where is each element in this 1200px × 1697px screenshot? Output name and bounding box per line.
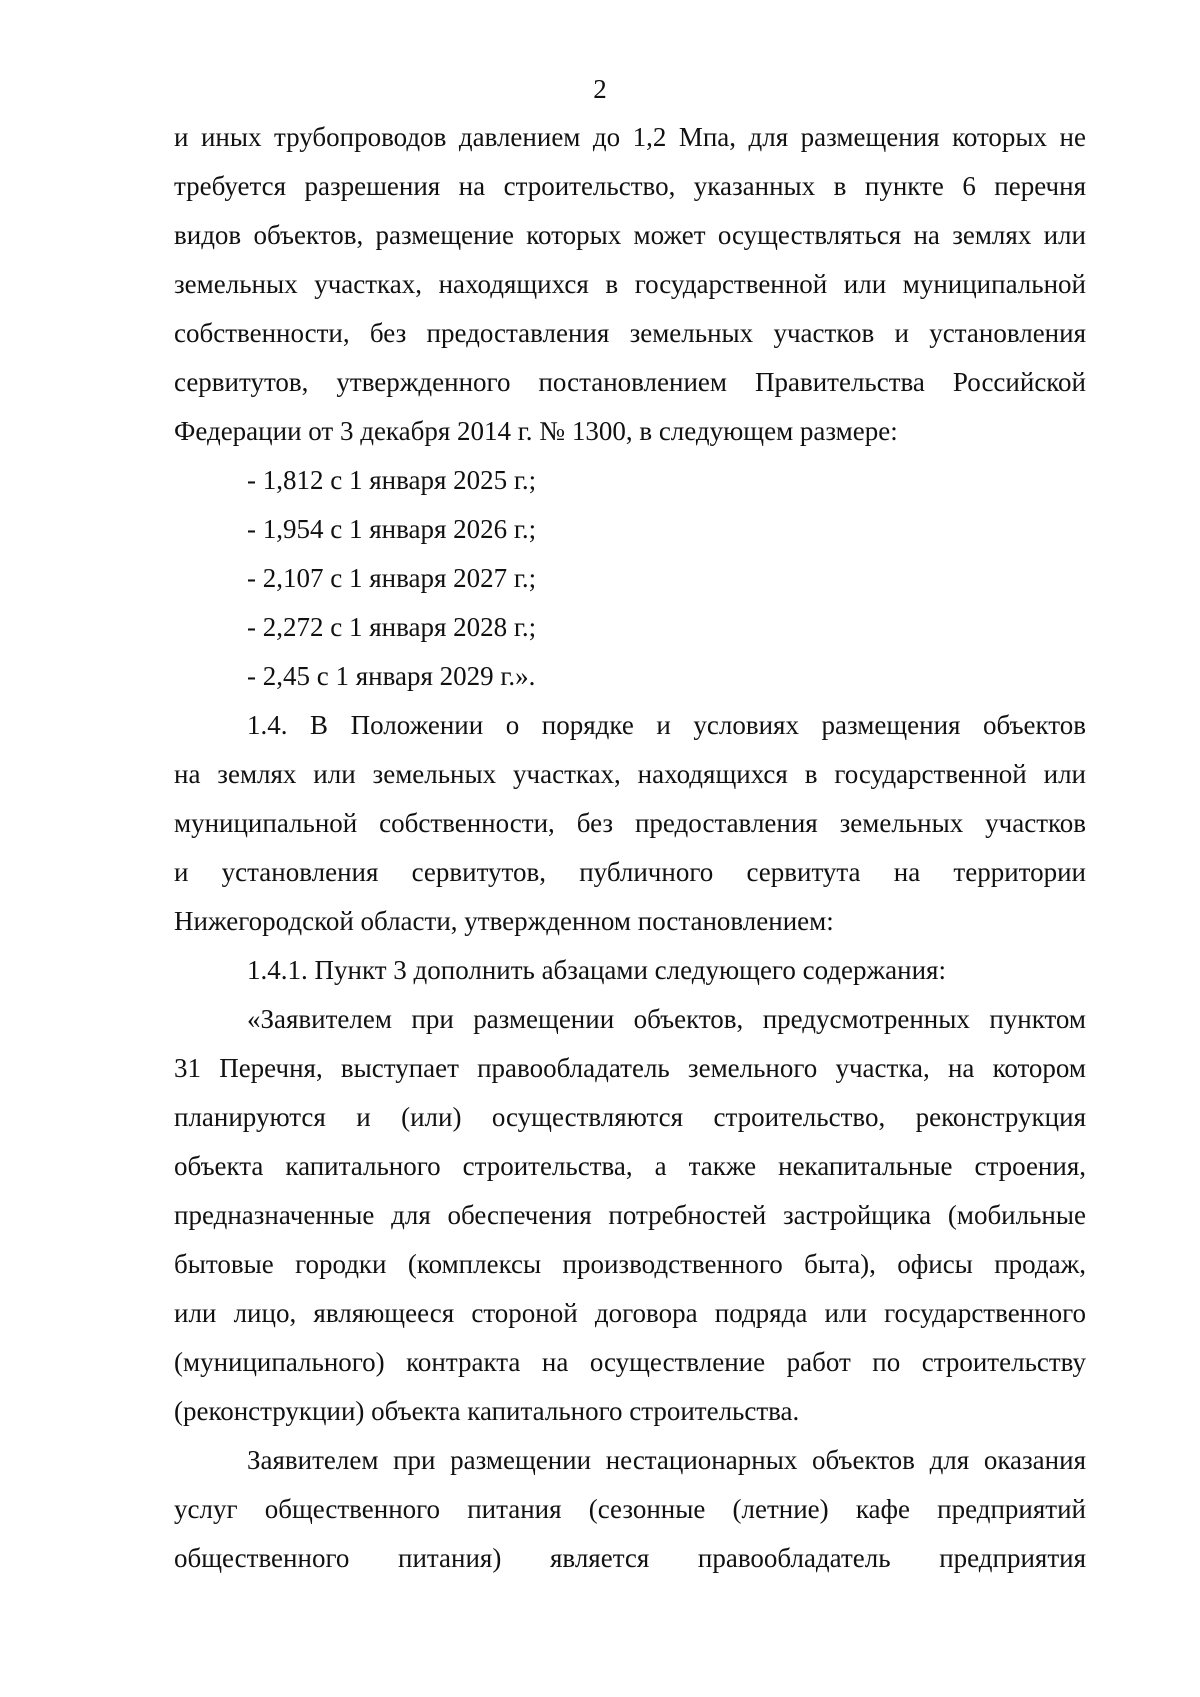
text-line: - 1,954 с 1 января 2026 г.; — [247, 514, 537, 544]
paragraph-1-4 — [174, 701, 1086, 946]
text-line: - 2,45 с 1 января 2029 г.». — [247, 661, 536, 691]
text-line: и иных трубопроводов давлением до 1,2 Мпа, для размещения которых не — [174, 122, 1086, 152]
paragraph-continuation — [174, 113, 1086, 456]
text-line: земельных участках, находящихся в государственной или муниципальной — [174, 269, 1086, 299]
text-line: 1.4. В Положении о порядке и условиях размещения объектов — [247, 710, 1086, 740]
text-line: 31 Перечня, выступает правообладатель земельного участка, на котором — [174, 1053, 1086, 1083]
text-line: (муниципального) контракта на осуществление работ по строительству — [174, 1347, 1086, 1377]
text-line: - 2,272 с 1 января 2028 г.; — [247, 612, 537, 642]
page-number: 2 — [593, 74, 607, 104]
text-line: муниципальной собственности, без предоставления земельных участков — [174, 808, 1086, 838]
text-line: предназначенные для обеспечения потребностей застройщика (мобильные — [174, 1200, 1086, 1230]
text-line: собственности, без предоставления земельных участков и установления — [174, 318, 1086, 348]
text-line: Заявителем при размещении нестационарных объектов для оказания — [247, 1445, 1086, 1475]
paragraph-1-4-1 — [174, 946, 1086, 995]
text-line: видов объектов, размещение которых может осуществляться на землях или — [174, 220, 1086, 250]
text-line: - 1,812 с 1 января 2025 г.; — [247, 465, 537, 495]
text-line: общественного питания) является правообладатель предприятия — [174, 1543, 1086, 1573]
text-line: объекта капитального строительства, а также некапитальные строения, — [174, 1151, 1086, 1181]
text-line: «Заявителем при размещении объектов, предусмотренных пунктом — [247, 1004, 1086, 1034]
text-line: требуется разрешения на строительство, указанных в пункте 6 перечня — [174, 171, 1086, 201]
text-line: услуг общественного питания (сезонные (летние) кафе предприятий — [174, 1494, 1086, 1524]
paragraph-applicant-construction — [174, 995, 1086, 1436]
paragraph-applicant-catering — [174, 1436, 1086, 1583]
document-body — [174, 113, 1086, 1583]
text-line: на землях или земельных участках, находящихся в государственной или — [174, 759, 1086, 789]
text-line: сервитутов, утвержденного постановлением Правительства Российской — [174, 367, 1086, 397]
text-line: - 2,107 с 1 января 2027 г.; — [247, 563, 537, 593]
text-line: Федерации от 3 декабря 2014 г. № 1300, в следующем размере: — [174, 416, 898, 446]
text-line: 1.4.1. Пункт 3 дополнить абзацами следующего содержания: — [247, 955, 946, 985]
rate-list — [174, 456, 1086, 701]
text-line: и установления сервитутов, публичного сервитута на территории — [174, 857, 1086, 887]
text-line: (реконструкции) объекта капитального строительства. — [174, 1396, 800, 1426]
text-line: или лицо, являющееся стороной договора подряда или государственного — [174, 1298, 1086, 1328]
text-line: бытовые городки (комплексы производственного быта), офисы продаж, — [174, 1249, 1086, 1279]
text-line: Нижегородской области, утвержденном постановлением: — [174, 906, 834, 936]
text-line: планируются и (или) осуществляются строительство, реконструкция — [174, 1102, 1086, 1132]
